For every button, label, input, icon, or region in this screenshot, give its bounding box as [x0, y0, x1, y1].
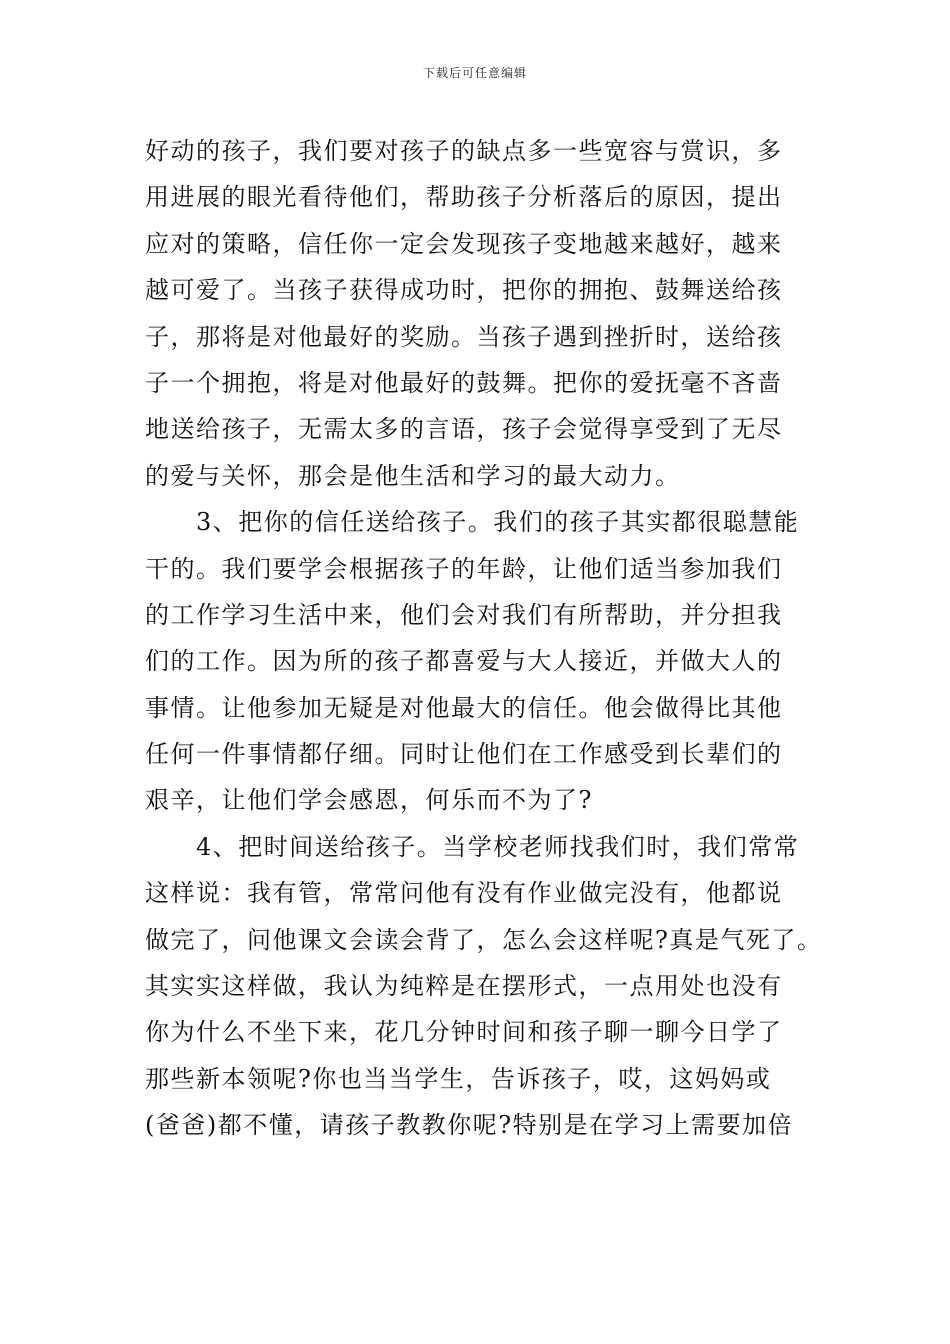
text-line: 事情。让他参加无疑是对他最大的信任。他会做得比其他 [145, 693, 783, 722]
text-line: 任何一件事情都仔细。同时让他们在工作感受到长辈们的 [145, 740, 783, 769]
text-line: 干的。我们要学会根据孩子的年龄，让他们适当参加我们 [145, 554, 783, 583]
text-line: 的爱与关怀，那会是他生活和学习的最大动力。 [145, 461, 681, 490]
text-line: 4、把时间送给孩子。当学校老师找我们时，我们常常 [145, 832, 800, 861]
text-line: 做完了，问他课文会读会背了，怎么会这样呢?真是气死了。 [145, 925, 823, 954]
text-line: 3、把你的信任送给孩子。我们的孩子其实都很聪慧能 [145, 508, 800, 537]
text-line: 这样说：我有管，常常问他有没有作业做完没有，他都说 [145, 879, 783, 908]
text-line: 那些新本领呢?你也当当学生，告诉孩子，哎，这妈妈或 [145, 1064, 772, 1093]
text-line: (爸爸)都不懂，请孩子教教你呢?特别是在学习上需要加倍 [145, 1111, 794, 1140]
text-line: 越可爱了。当孩子获得成功时，把你的拥抱、鼓舞送给孩 [145, 276, 783, 305]
text-line: 用进展的眼光看待他们，帮助孩子分析落后的原因，提出 [145, 183, 783, 212]
text-line: 的工作学习生活中来，他们会对我们有所帮助，并分担我 [145, 600, 783, 629]
text-line: 子，那将是对他最好的奖励。当孩子遇到挫折时，送给孩 [145, 322, 783, 351]
text-line: 艰辛，让他们学会感恩，何乐而不为了? [145, 786, 593, 815]
text-line: 们的工作。因为所的孩子都喜爱与大人接近，并做大人的 [145, 647, 783, 676]
text-line: 好动的孩子，我们要对孩子的缺点多一些宽容与赏识，多 [145, 137, 783, 165]
page-header: 下载后可任意编辑 [422, 66, 527, 80]
text-line: 应对的策略，信任你一定会发现孩子变地越来越好，越来 [145, 229, 783, 258]
text-line: 子一个拥抱，将是对他最好的鼓舞。把你的爱抚毫不吝啬 [145, 368, 783, 397]
text-line: 你为什么不坐下来，花几分钟时间和孩子聊一聊今日学了 [145, 1018, 783, 1047]
text-line: 其实实这样做，我认为纯粹是在摆形式，一点用处也没有 [145, 972, 783, 1001]
text-line: 地送给孩子，无需太多的言语，孩子会觉得享受到了无尽 [145, 415, 783, 444]
document-body [145, 128, 823, 1149]
